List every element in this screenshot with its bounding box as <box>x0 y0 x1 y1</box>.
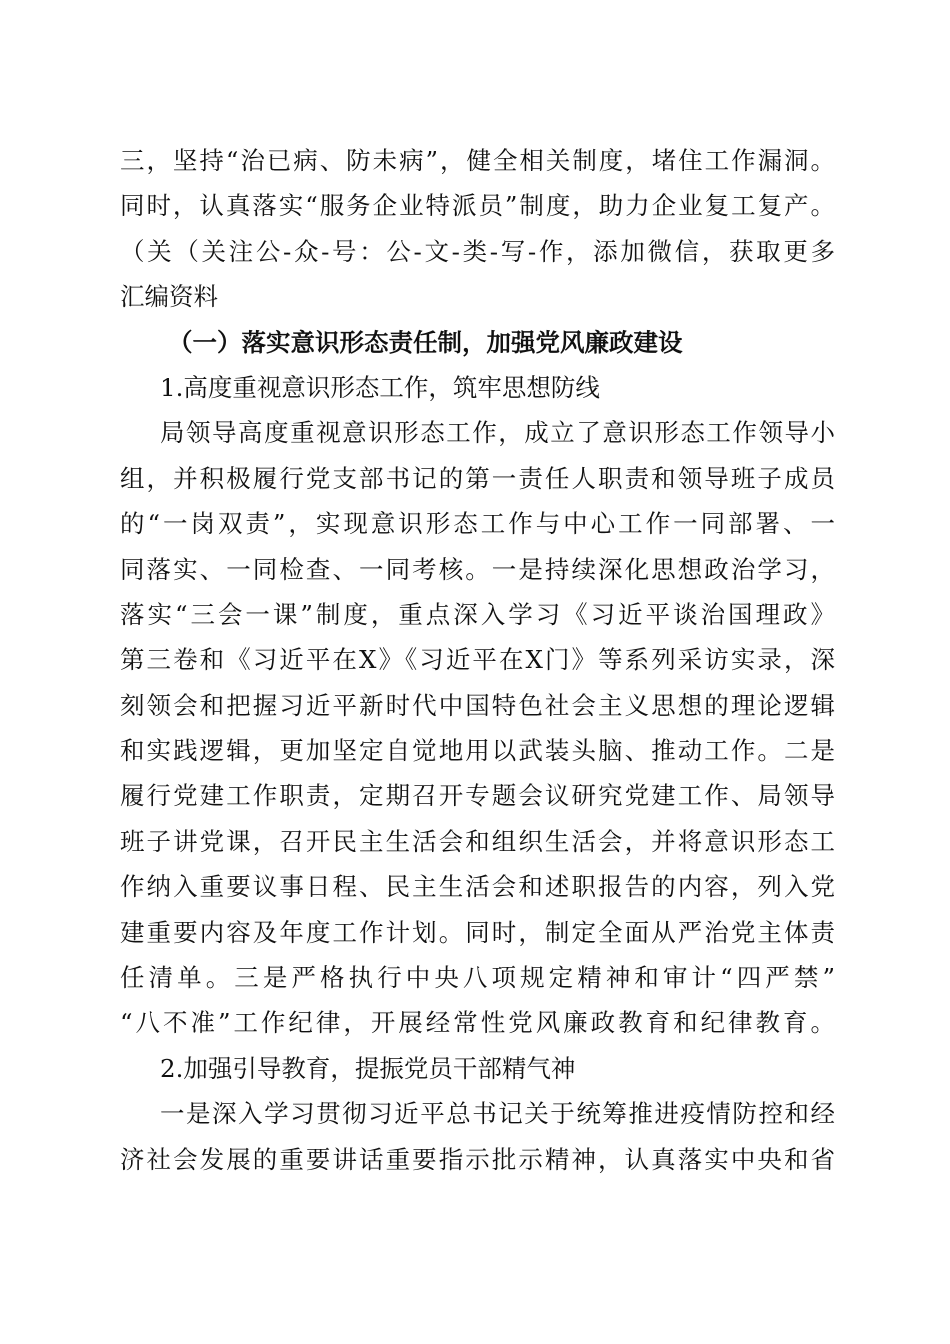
text-line: 一是深入学习贯彻习近平总书记关于统筹推进疫情防控和经 <box>160 1099 835 1129</box>
text-line: 班子讲党课，召开民主生活会和组织生活会，并将意识形态工 <box>120 826 835 856</box>
text-line: （关（关注公-众-号：公-文-类-写-作，添加微信，获取更多 <box>120 236 835 266</box>
text-line: 组，并积极履行党支部书记的第一责任人职责和领导班子成员 <box>120 463 835 493</box>
text-line: 同落实、一同检查、一同考核。一是持续深化思想政治学习， <box>120 554 835 584</box>
text-line: “八不准”工作纪律，开展经常性党风廉政教育和纪律教育。 <box>120 1008 835 1038</box>
section-heading: （一）落实意识形态责任制，加强党风廉政建设 <box>168 327 683 357</box>
text-line: 的“一岗双责”，实现意识形态工作与中心工作一同部署、一 <box>120 509 835 539</box>
text-line: 作纳入重要议事日程、民主生活会和述职报告的内容，列入党 <box>120 872 835 902</box>
document-body <box>120 138 835 1182</box>
text-line: 和实践逻辑，更加坚定自觉地用以武装头脑、推动工作。二是 <box>120 736 835 766</box>
text-line: 任清单。三是严格执行中央八项规定精神和审计“四严禁” <box>120 963 835 993</box>
text-line: 刻领会和把握习近平新时代中国特色社会主义思想的理论逻辑 <box>120 690 835 720</box>
text-line: 履行党建工作职责，定期召开专题会议研究党建工作、局领导 <box>120 781 835 811</box>
subsection-heading: 2.加强引导教育，提振党员干部精气神 <box>160 1053 576 1083</box>
text-line: 建重要内容及年度工作计划。同时，制定全面从严治党主体责 <box>120 917 835 947</box>
text-line: 三，坚持“治已病、防未病”，健全相关制度，堵住工作漏洞。 <box>120 146 835 175</box>
text-line: 济社会发展的重要讲话重要指示批示精神，认真落实中央和省 <box>120 1144 835 1174</box>
subsection-heading: 1.高度重视意识形态工作，筑牢思想防线 <box>160 372 600 402</box>
text-line: 局领导高度重视意识形态工作，成立了意识形态工作领导小 <box>160 418 835 448</box>
text-line: 落实“三会一课”制度，重点深入学习《习近平谈治国理政》 <box>120 599 835 629</box>
text-line: 同时，认真落实“服务企业特派员”制度，助力企业复工复产。 <box>120 191 835 221</box>
text-line: 汇编资料 <box>120 282 218 312</box>
text-line: 第三卷和《习近平在X》《习近平在X门》等系列采访实录，深 <box>120 645 835 675</box>
